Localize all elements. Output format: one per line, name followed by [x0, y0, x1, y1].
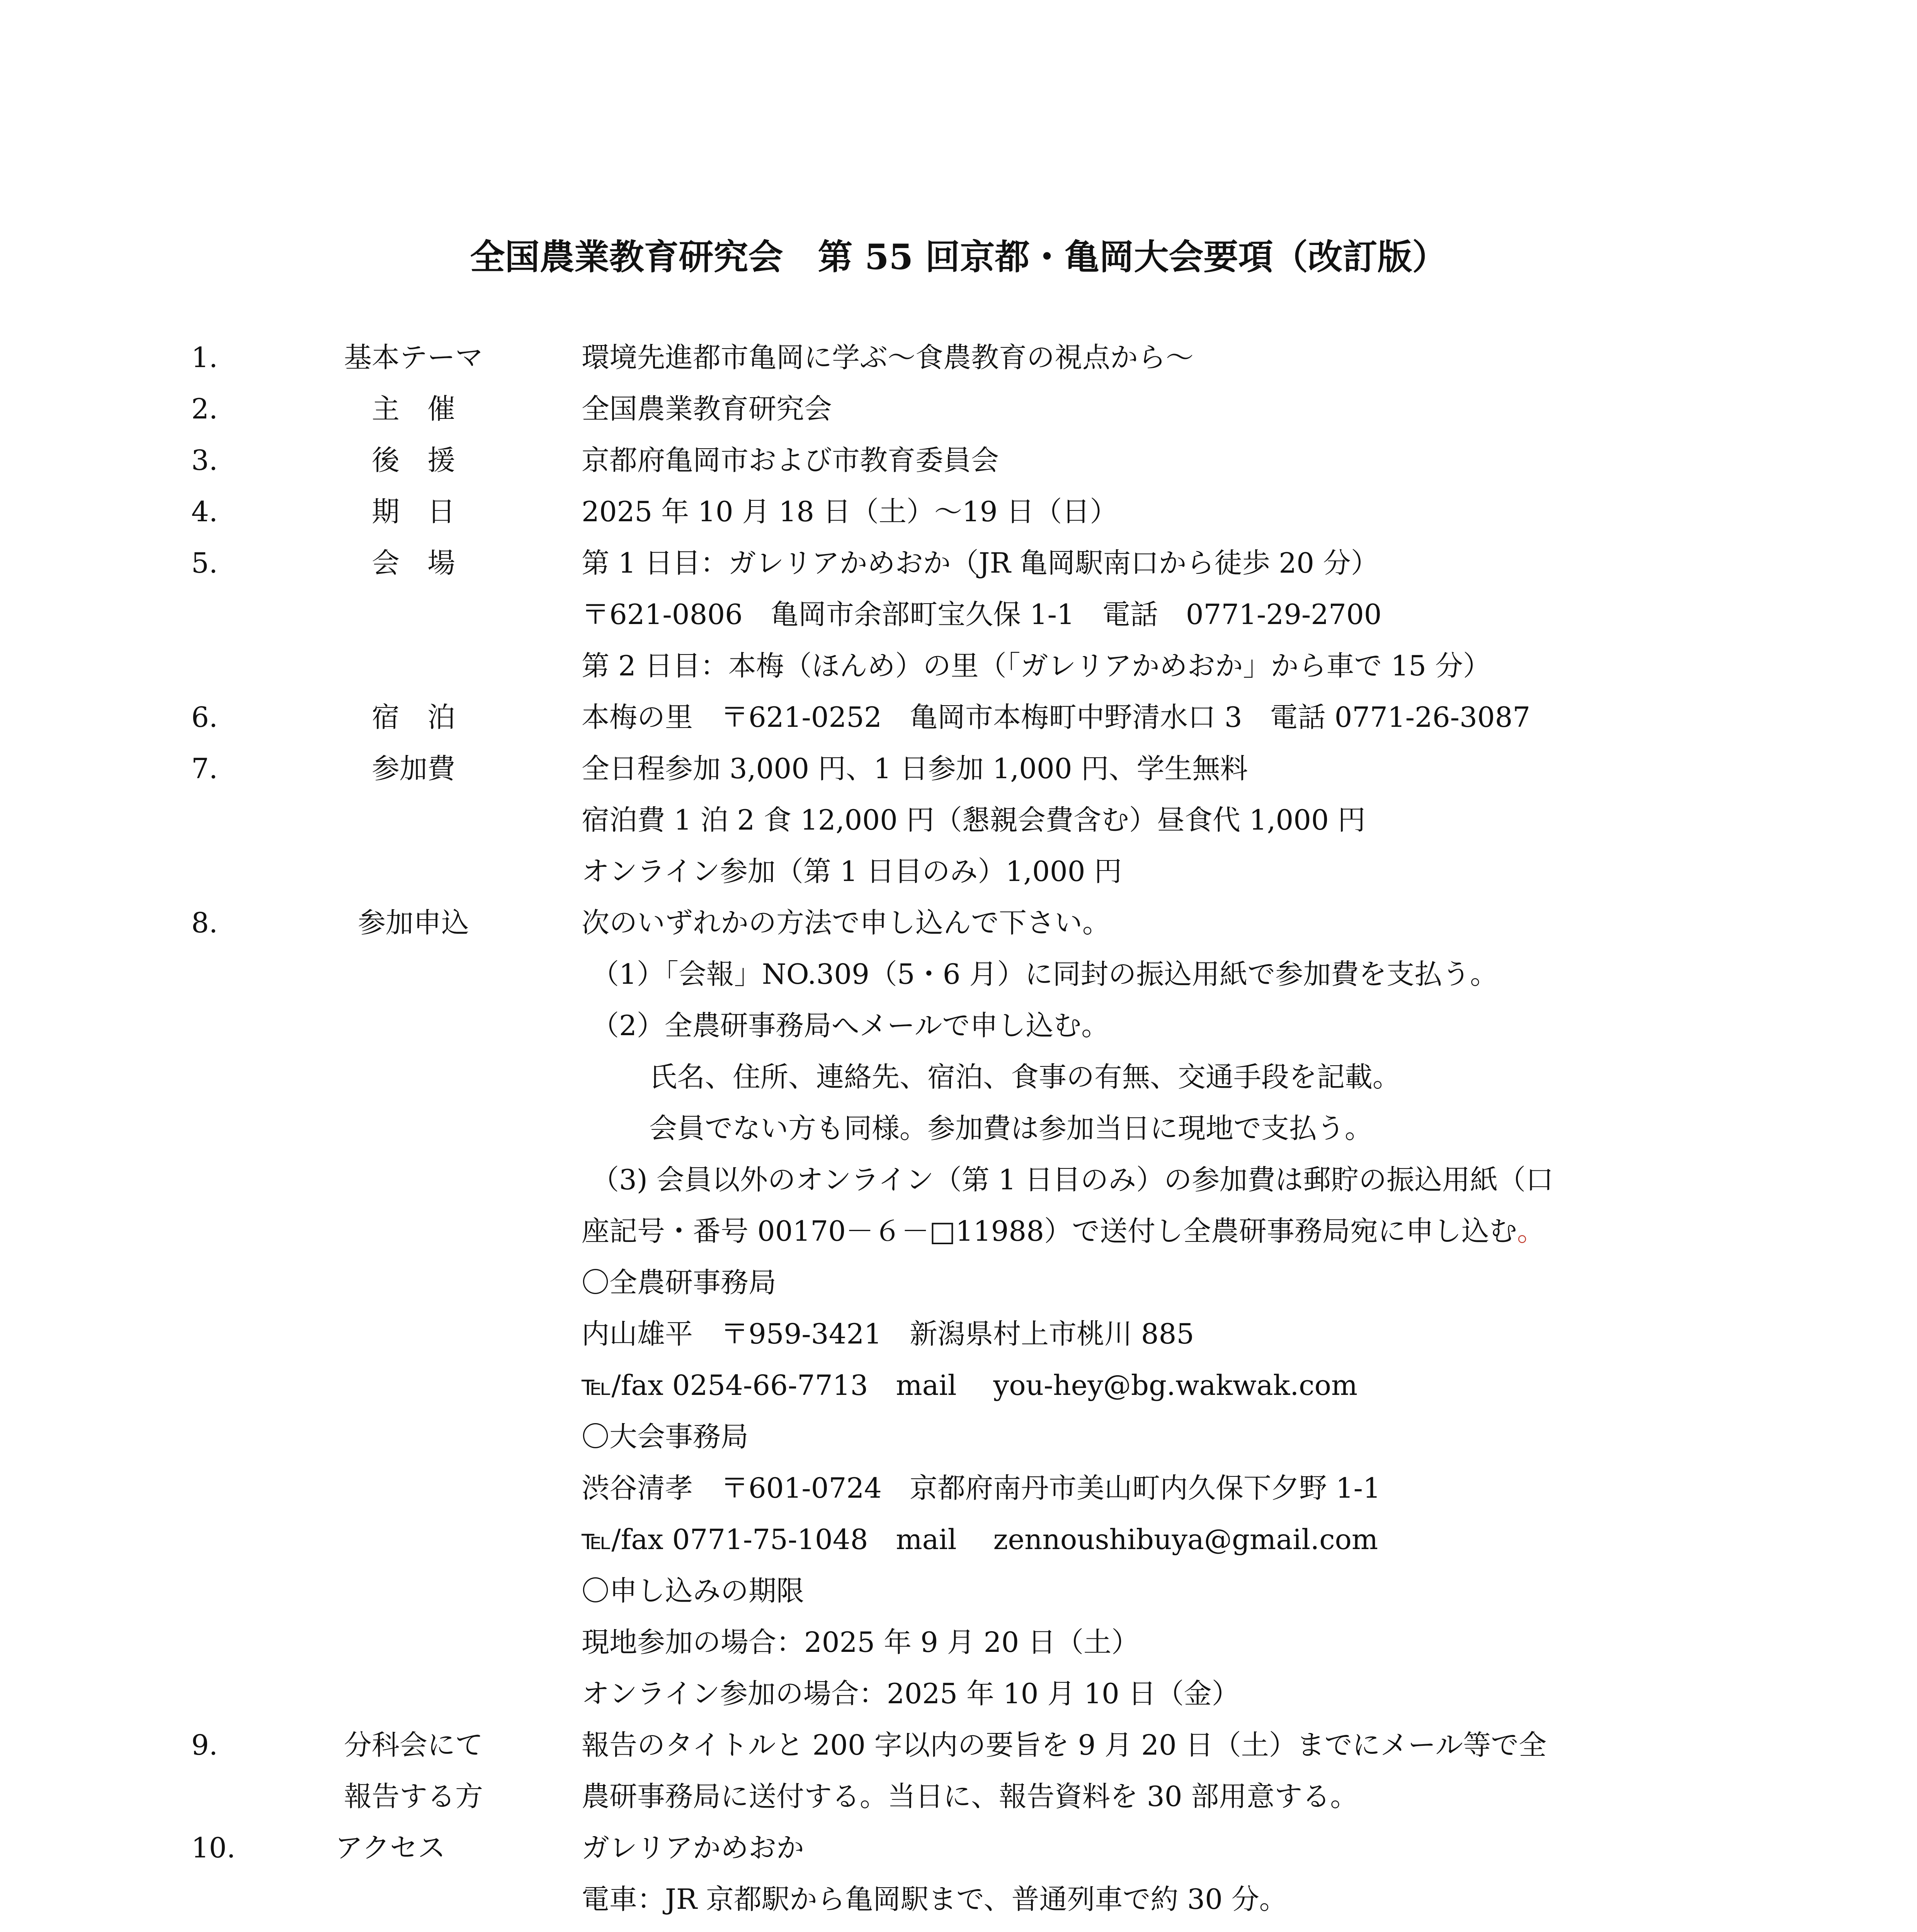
- item-text-body: 座記号・番号 00170－６－□11988）で送付し全農研事務局宛に申し込む: [582, 1215, 1517, 1247]
- item-text: 内山雄平 〒959-3421 新潟県村上市桃川 885: [582, 1318, 1194, 1350]
- deadline-heading: 〇申し込みの期限: [582, 1575, 805, 1607]
- item-text: 現地参加の場合：2025 年 9 月 20 日（土）: [582, 1626, 1140, 1658]
- item-text: （1）「会報」NO.309（5・6 月）に同封の振込用紙で参加費を支払う。: [591, 958, 1498, 990]
- item-text: 電車：JR 京都駅から亀岡駅まで、普通列車で約 30 分。: [582, 1883, 1287, 1915]
- item-text: オンライン参加（第 1 日目のみ）1,000 円: [582, 855, 1122, 888]
- item-label: 会 場: [371, 547, 455, 579]
- item-text: 〒621-0806 亀岡市余部町宝久保 1-1 電話 0771-29-2700: [582, 598, 1382, 631]
- item-label: 分科会にて: [344, 1729, 483, 1761]
- item-text: 氏名、住所、連絡先、宿泊、食事の有無、交通手段を記載。: [649, 1061, 1401, 1093]
- item-label: 宿 泊: [371, 701, 455, 733]
- contact-line: ℡/fax 0771-75-1048 mail zennoushibuya@gmail.com: [582, 1523, 1378, 1556]
- item-text: 渋谷清孝 〒601-0724 京都府南丹市美山町内久保下夕野 1-1: [582, 1472, 1381, 1504]
- item-number: 3.: [191, 444, 218, 476]
- item-label: 参加申込: [357, 906, 469, 939]
- item-number: 9.: [191, 1729, 218, 1761]
- item-text: ガレリアかめおか: [582, 1832, 805, 1864]
- item-label: アクセス: [335, 1832, 446, 1864]
- item-label: 主 催: [371, 393, 455, 425]
- red-period-mark: 。: [1517, 1215, 1545, 1247]
- item-text: 全国農業教育研究会: [582, 393, 832, 425]
- item-text: 農研事務局に送付する。当日に、報告資料を 30 部用意する。: [582, 1780, 1358, 1813]
- item-number: 8.: [191, 906, 218, 939]
- item-text: 第 1 日目：ガレリアかめおか（JR 亀岡駅南口から徒歩 20 分）: [582, 547, 1379, 579]
- item-text: [582, 1214, 1545, 1248]
- item-text: オンライン参加の場合：2025 年 10 月 10 日（金）: [582, 1677, 1240, 1710]
- item-text: （2）全農研事務局へメールで申し込む。: [591, 1009, 1109, 1042]
- item-text: 第 2 日目：本梅（ほんめ）の里（「ガレリアかめおか」から車で 15 分）: [582, 650, 1491, 682]
- item-text: 本梅の里 〒621-0252 亀岡市本梅町中野清水口 3 電話 0771-26-3087: [582, 701, 1531, 733]
- item-text: 全日程参加 3,000 円、1 日参加 1,000 円、学生無料: [582, 752, 1248, 785]
- item-text: 会員でない方も同様。参加費は参加当日に現地で支払う。: [649, 1112, 1373, 1145]
- item-label: 報告する方: [344, 1780, 483, 1813]
- item-text: 次のいずれかの方法で申し込んで下さい。: [582, 906, 1111, 939]
- item-number: 10.: [191, 1832, 236, 1864]
- item-label: 後 援: [371, 444, 455, 476]
- item-text: 宿泊費 1 泊 2 食 12,000 円（懇親会費含む）昼食代 1,000 円: [582, 804, 1366, 836]
- item-number: 2.: [191, 393, 218, 425]
- item-text: 京都府亀岡市および市教育委員会: [582, 444, 999, 476]
- item-number: 7.: [191, 752, 218, 785]
- item-text: 2025 年 10 月 18 日（土）～19 日（日）: [582, 495, 1118, 528]
- item-number: 5.: [191, 547, 218, 579]
- office-heading: 〇全農研事務局: [582, 1266, 777, 1299]
- item-number: 6.: [191, 701, 218, 733]
- office-heading: 〇大会事務局: [582, 1420, 749, 1453]
- item-text: 報告のタイトルと 200 字以内の要旨を 9 月 20 日（土）までにメール等で全: [582, 1729, 1547, 1761]
- item-number: 1.: [191, 341, 218, 374]
- contact-line: ℡/fax 0254-66-7713 mail you-hey@bg.wakwak.com: [582, 1369, 1358, 1401]
- item-text: （3) 会員以外のオンライン（第 1 日目のみ）の参加費は郵貯の振込用紙（口: [591, 1163, 1554, 1196]
- item-label: 参加費: [371, 752, 455, 785]
- item-text: 環境先進都市亀岡に学ぶ～食農教育の視点から～: [582, 341, 1194, 374]
- document-title: 全国農業教育研究会 第 55 回京都・亀岡大会要項（改訂版）: [470, 236, 1447, 277]
- item-label: 期 日: [371, 495, 455, 528]
- item-label: 基本テーマ: [344, 341, 483, 374]
- item-number: 4.: [191, 495, 218, 528]
